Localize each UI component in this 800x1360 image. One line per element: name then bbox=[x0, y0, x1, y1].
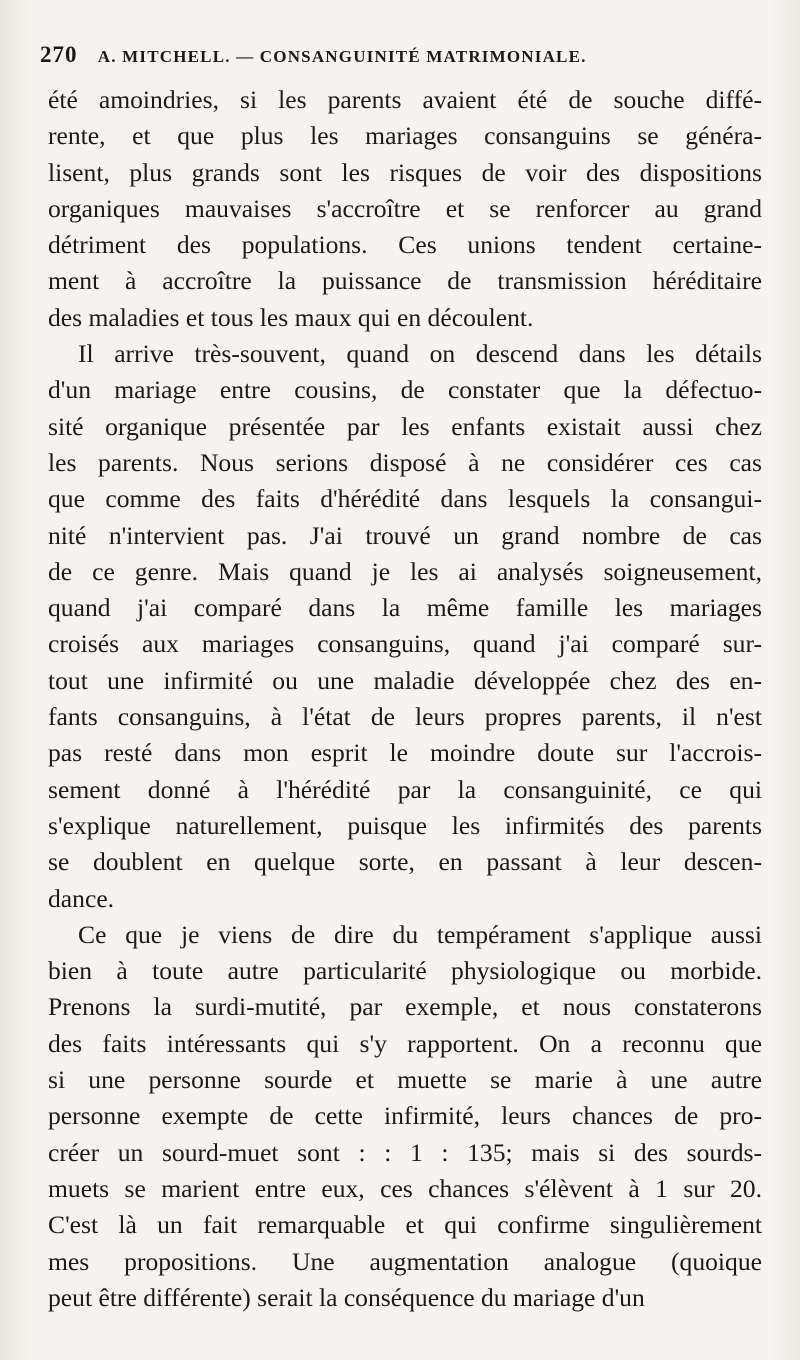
text-line: croisés aux mariages consanguins, quand j'ai comparé sur- bbox=[48, 629, 762, 659]
text-line: dance. bbox=[48, 883, 115, 913]
text-line: fants consanguins, à l'état de leurs propres parents, il n'est bbox=[48, 702, 762, 732]
running-header bbox=[40, 42, 760, 68]
text-line: personne exempte de cette infirmité, leurs chances de pro- bbox=[48, 1101, 762, 1131]
text-line: d'un mariage entre cousins, de constater que la défectuo- bbox=[48, 375, 762, 405]
text-line: bien à toute autre particularité physiologique ou morbide. bbox=[48, 956, 762, 986]
page-number: 270 bbox=[40, 42, 78, 67]
body-text bbox=[48, 82, 762, 1316]
text-line: des maladies et tous les maux qui en découlent. bbox=[48, 302, 534, 332]
text-line: sement donné à l'hérédité par la consanguinité, ce qui bbox=[48, 774, 762, 804]
text-line: organiques mauvaises s'accroître et se renforcer au grand bbox=[48, 193, 762, 223]
text-line: Il arrive très-souvent, quand on descend dans les détails bbox=[78, 339, 762, 369]
text-line: se doublent en quelque sorte, en passant à leur descen- bbox=[48, 847, 762, 877]
text-line: détriment des populations. Ces unions tendent certaine- bbox=[48, 230, 762, 260]
text-line: tout une infirmité ou une maladie développée chez des en- bbox=[48, 665, 762, 695]
text-line: Prenons la surdi-mutité, par exemple, et nous constaterons bbox=[48, 992, 762, 1022]
paragraph bbox=[48, 336, 762, 917]
text-line: rente, et que plus les mariages consanguins se généra- bbox=[48, 121, 762, 151]
text-line: nité n'intervient pas. J'ai trouvé un grand nombre de cas bbox=[48, 520, 762, 550]
text-line: que comme des faits d'hérédité dans lesquels la consangui- bbox=[48, 484, 762, 514]
text-line: s'explique naturellement, puisque les infirmités des parents bbox=[48, 810, 762, 840]
text-line: quand j'ai comparé dans la même famille les mariages bbox=[48, 593, 762, 623]
text-line: si une personne sourde et muette se marie à une autre bbox=[48, 1065, 762, 1095]
running-title: A. MITCHELL. — CONSANGUINITÉ MATRIMONIALE. bbox=[97, 47, 587, 66]
text-line: sité organique présentée par les enfants existait aussi chez bbox=[48, 411, 762, 441]
text-line: des faits intéressants qui s'y rapportent. On a reconnu que bbox=[48, 1028, 762, 1058]
text-line: les parents. Nous serions disposé à ne considérer ces cas bbox=[48, 447, 762, 477]
text-line: Ce que je viens de dire du tempérament s'applique aussi bbox=[78, 919, 762, 949]
text-line: mes propositions. Une augmentation analogue (quoique bbox=[48, 1246, 762, 1276]
text-line: peut être différente) serait la conséquence du mariage d'un bbox=[48, 1282, 645, 1312]
text-line: muets se marient entre eux, ces chances s'élèvent à 1 sur 20. bbox=[48, 1173, 762, 1203]
text-line: lisent, plus grands sont les risques de voir des dispositions bbox=[48, 157, 762, 187]
text-line: été amoindries, si les parents avaient été de souche diffé- bbox=[48, 85, 762, 114]
text-line: pas resté dans mon esprit le moindre doute sur l'accrois- bbox=[48, 738, 762, 768]
text-line: C'est là un fait remarquable et qui confirme singulièrement bbox=[48, 1210, 762, 1240]
text-line: ment à accroître la puissance de transmission héréditaire bbox=[48, 266, 762, 296]
paragraph bbox=[48, 917, 762, 1316]
text-line: de ce genre. Mais quand je les ai analysés soigneusement, bbox=[48, 556, 762, 586]
paragraph bbox=[48, 82, 762, 336]
text-line: créer un sourd-muet sont : : 1 : 135; mais si des sourds- bbox=[48, 1137, 762, 1167]
